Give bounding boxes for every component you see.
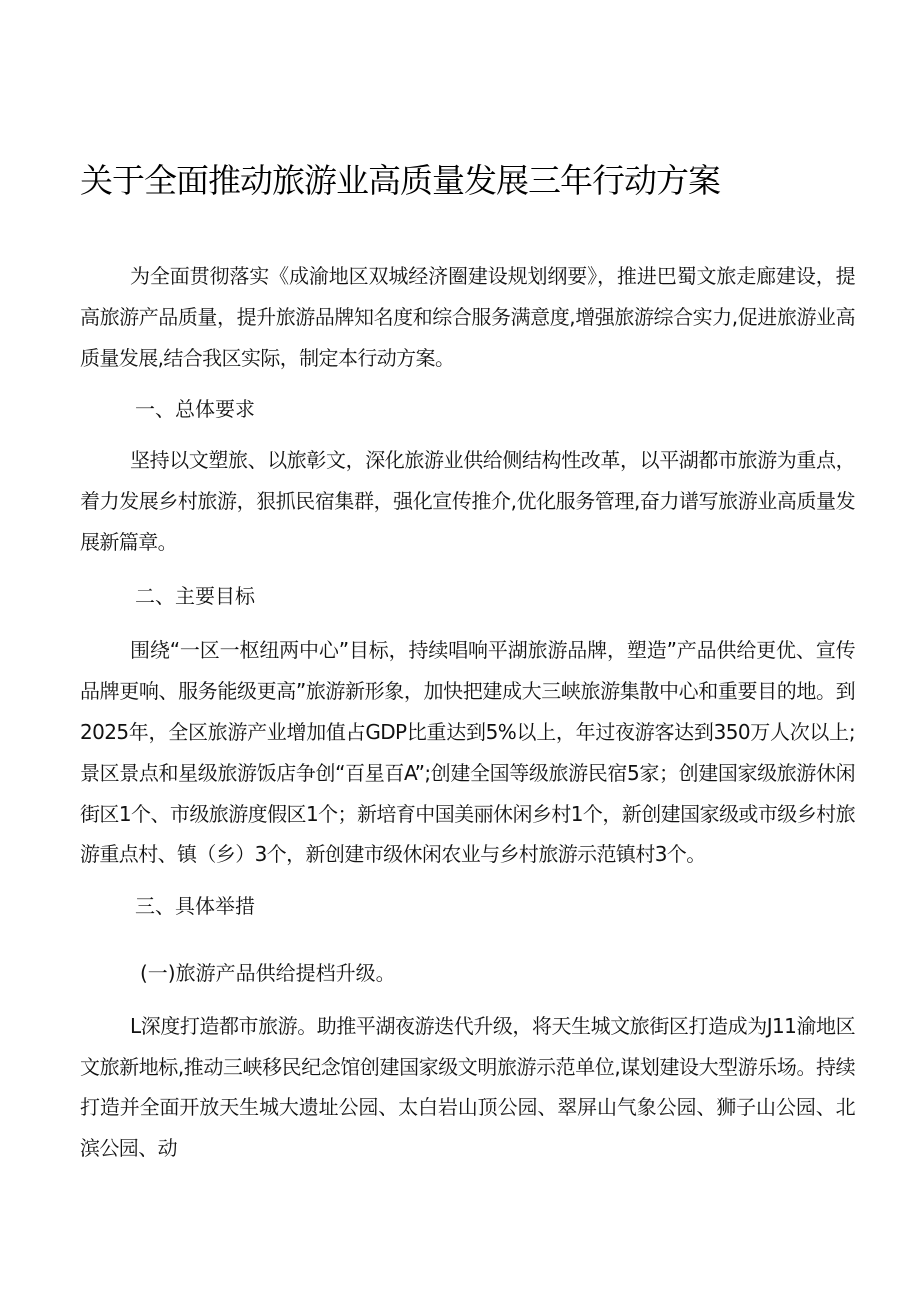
section-heading-main-goals: 二、主要目标 [135, 583, 255, 608]
section-heading-specific-measures: 三、具体举措 [135, 894, 255, 919]
document-body [80, 256, 855, 1169]
general-requirements-paragraph: 坚持以文塑旅、以旅彰文，深化旅游业供给侧结构性改革，以平湖都市旅游为重点，着力发展乡村旅游，狠抓民宿集群，强化宣传推介,优化服务管理,奋力谱写旅游业高质量发展新篇章。 [80, 448, 855, 554]
document-title: 关于全面推动旅游业高质量发展三年行动方案 [80, 161, 720, 200]
main-goals-paragraph: 围绕“一区一枢纽两中心”目标，持续唱响平湖旅游品牌，塑造”产品供给更优、宣传品牌更响、服务能级更高”旅游新形象，加快把建成大三峡旅游集散中心和重要目的地。到2025年，全区旅游产业增加值占GDP比重达到5%以上，年过夜游客达到350万人次以上;景区景点和星级旅游饭店争创“百星百A”;创建全国等级旅游民宿5家；创建国家级旅游休闲街区1个、市级旅游度假区1个；新培育中国美丽休闲乡村1个，新创建国家级或市级乡村旅游重点村、镇（乡）3个，新创建市级休闲农业与乡村旅游示范镇村3个。 [80, 638, 855, 867]
intro-paragraph: 为全面贯彻落实《成渝地区双城经济圈建设规划纲要》，推进巴蜀文旅走廊建设，提高旅游产品质量，提升旅游品牌知名度和综合服务满意度,增强旅游综合实力,促进旅游业高质量发展,结合我区实际，制定本行动方案。 [80, 264, 855, 370]
section-heading-general-requirements: 一、总体要求 [135, 397, 255, 422]
sub-heading-product-supply: (一)旅游产品供给提档升级。 [140, 960, 396, 985]
urban-tourism-paragraph: L深度打造都市旅游。助推平湖夜游迭代升级，将天生城文旅街区打造成为J11渝地区文旅新地标,推动三峡移民纪念馆创建国家级文明旅游示范单位,谋划建设大型游乐场。持续打造并全面开放天生城大遗址公园、太白岩山顶公园、翠屏山气象公园、狮子山公园、北滨公园、动 [80, 1013, 855, 1161]
